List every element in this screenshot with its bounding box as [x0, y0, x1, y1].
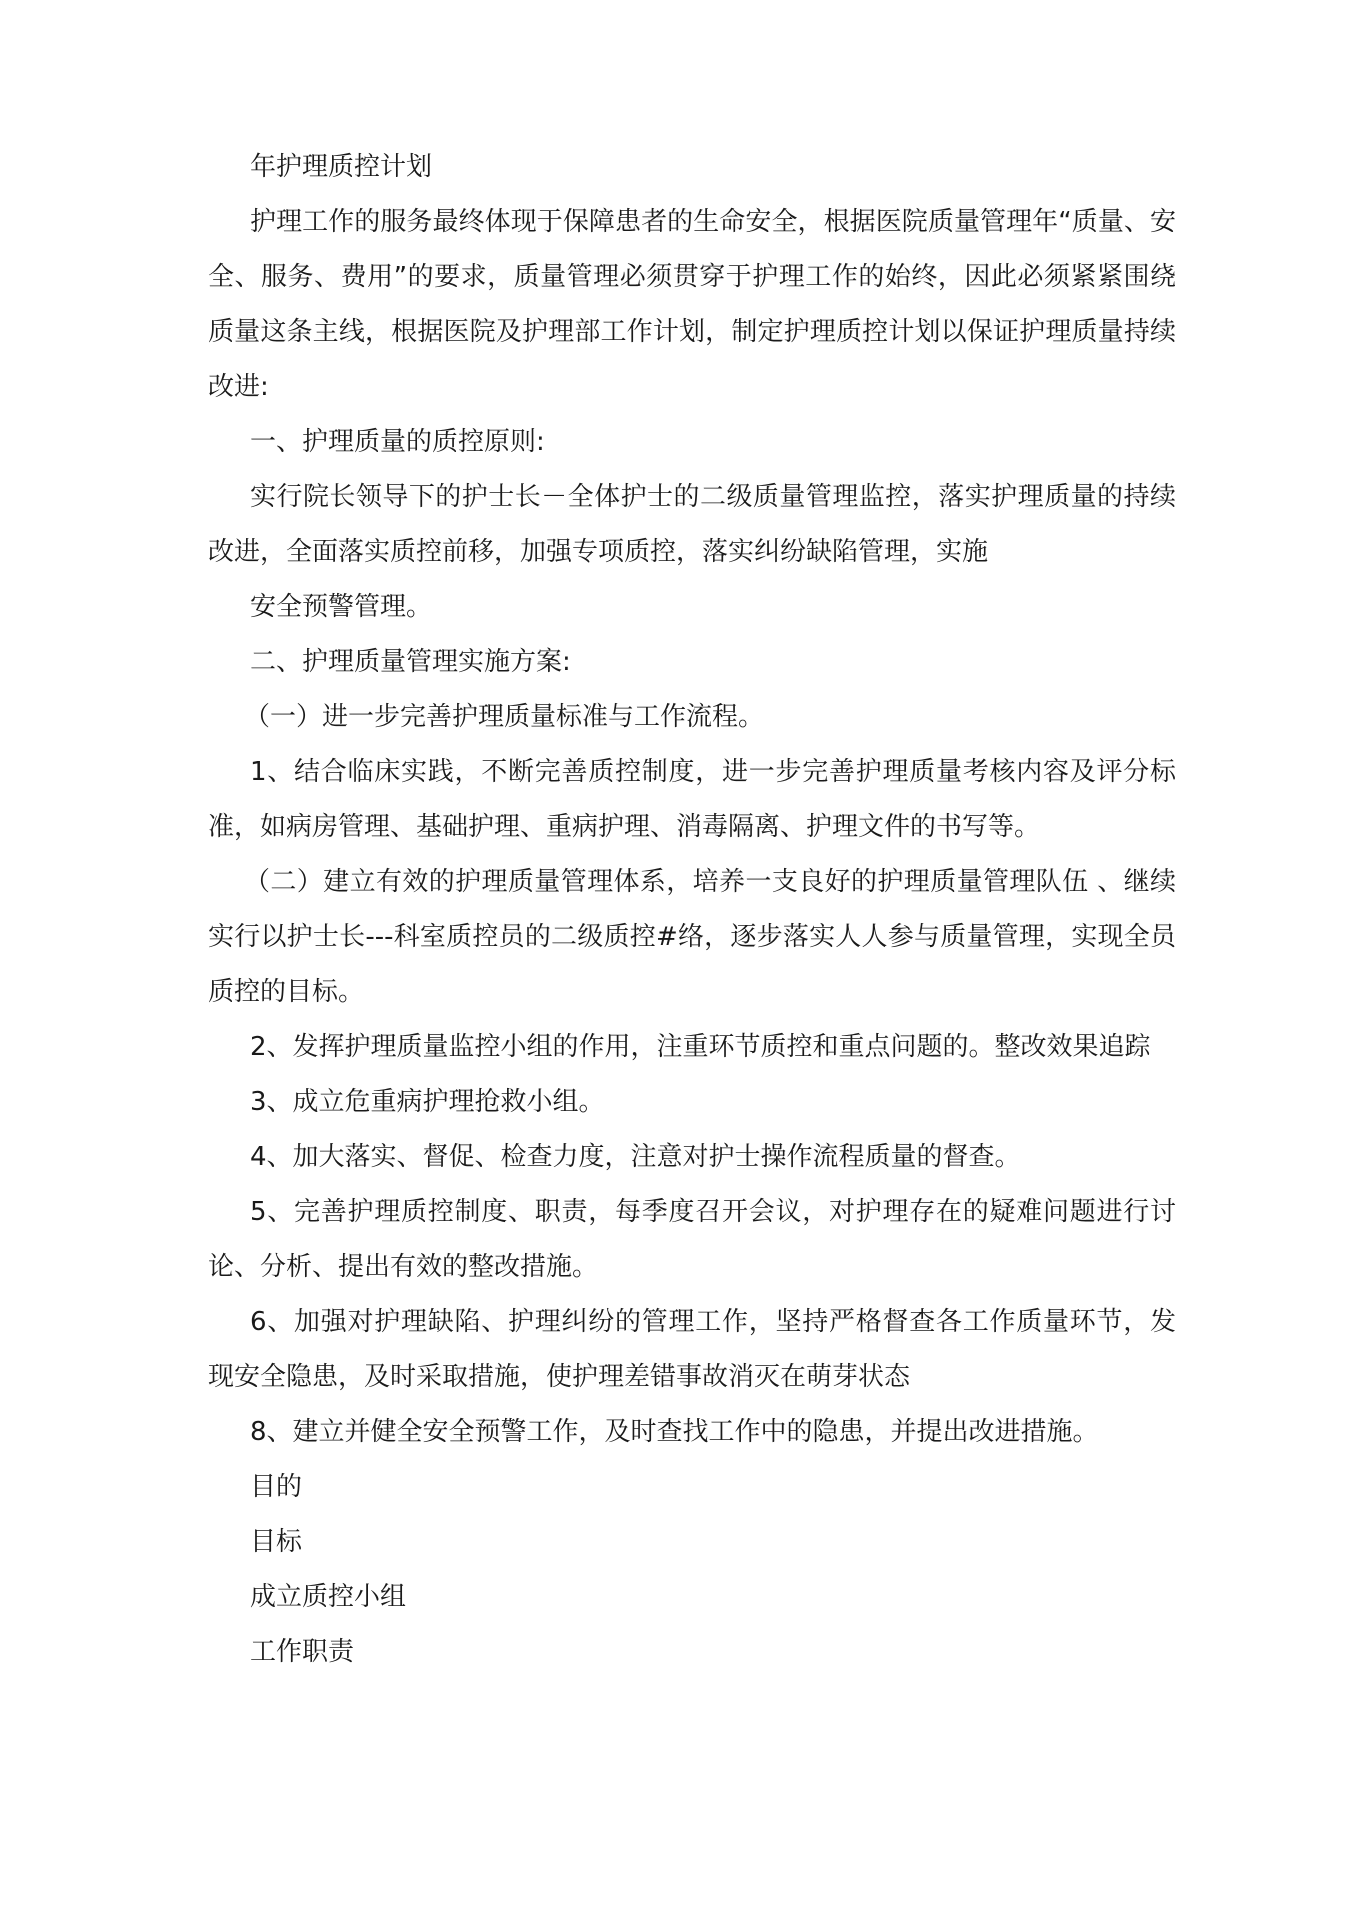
label-duties: 工作职责 [250, 1637, 355, 1667]
paragraph-principles-cont: 安全预警管理。 [250, 592, 433, 622]
item-4: 4、加大落实、督促、检查力度，注意对护士操作流程质量的督查。 [250, 1142, 1021, 1172]
heading-implementation: 二、护理质量管理实施方案: [250, 647, 571, 677]
heading-principles: 一、护理质量的质控原则: [250, 427, 545, 457]
label-purpose: 目的 [250, 1472, 303, 1502]
item-8: 8、建立并健全安全预警工作，及时查找工作中的隐患，并提出改进措施。 [250, 1417, 1099, 1447]
item-6: 6、加强对护理缺陷、护理纠纷的管理工作，坚持严格督查各工作质量环节，发现安全隐患，及时采取措施，使护理差错事故消灭在萌芽状态 [208, 1307, 1176, 1392]
label-qc-group: 成立质控小组 [250, 1582, 407, 1612]
subheading-standards: （一）进一步完善护理质量标准与工作流程。 [244, 702, 765, 732]
document-body [208, 140, 1176, 1680]
document-title: 年护理质控计划 [250, 152, 433, 182]
item-1: 1、结合临床实践，不断完善质控制度，进一步完善护理质量考核内容及评分标准，如病房管理、基础护理、重病护理、消毒隔离、护理文件的书写等。 [208, 757, 1176, 842]
paragraph-intro: 护理工作的服务最终体现于保障患者的生命安全，根据医院质量管理年“质量、安全、服务、费用”的要求，质量管理必须贯穿于护理工作的始终，因此必须紧紧围绕质量这条主线，根据医院及护理部工作计划，制定护理质控计划以保证护理质量持续改进: [208, 207, 1176, 402]
item-2: 2、发挥护理质量监控小组的作用，注重环节质控和重点问题的。整改效果追踪 [250, 1032, 1151, 1062]
subheading-system: （二）建立有效的护理质量管理体系，培养一支良好的护理质量管理队伍 、继续实行以护士长---科室质控员的二级质控#络，逐步落实人人参与质量管理，实现全员质控的目标。 [208, 867, 1176, 1007]
paragraph-principles: 实行院长领导下的护士长－全体护士的二级质量管理监控，落实护理质量的持续改进，全面落实质控前移，加强专项质控，落实纠纷缺陷管理，实施 [208, 482, 1176, 567]
label-goal: 目标 [250, 1527, 303, 1557]
item-3: 3、成立危重病护理抢救小组。 [250, 1087, 605, 1117]
item-5: 5、完善护理质控制度、职责，每季度召开会议，对护理存在的疑难问题进行讨论、分析、提出有效的整改措施。 [208, 1197, 1176, 1282]
